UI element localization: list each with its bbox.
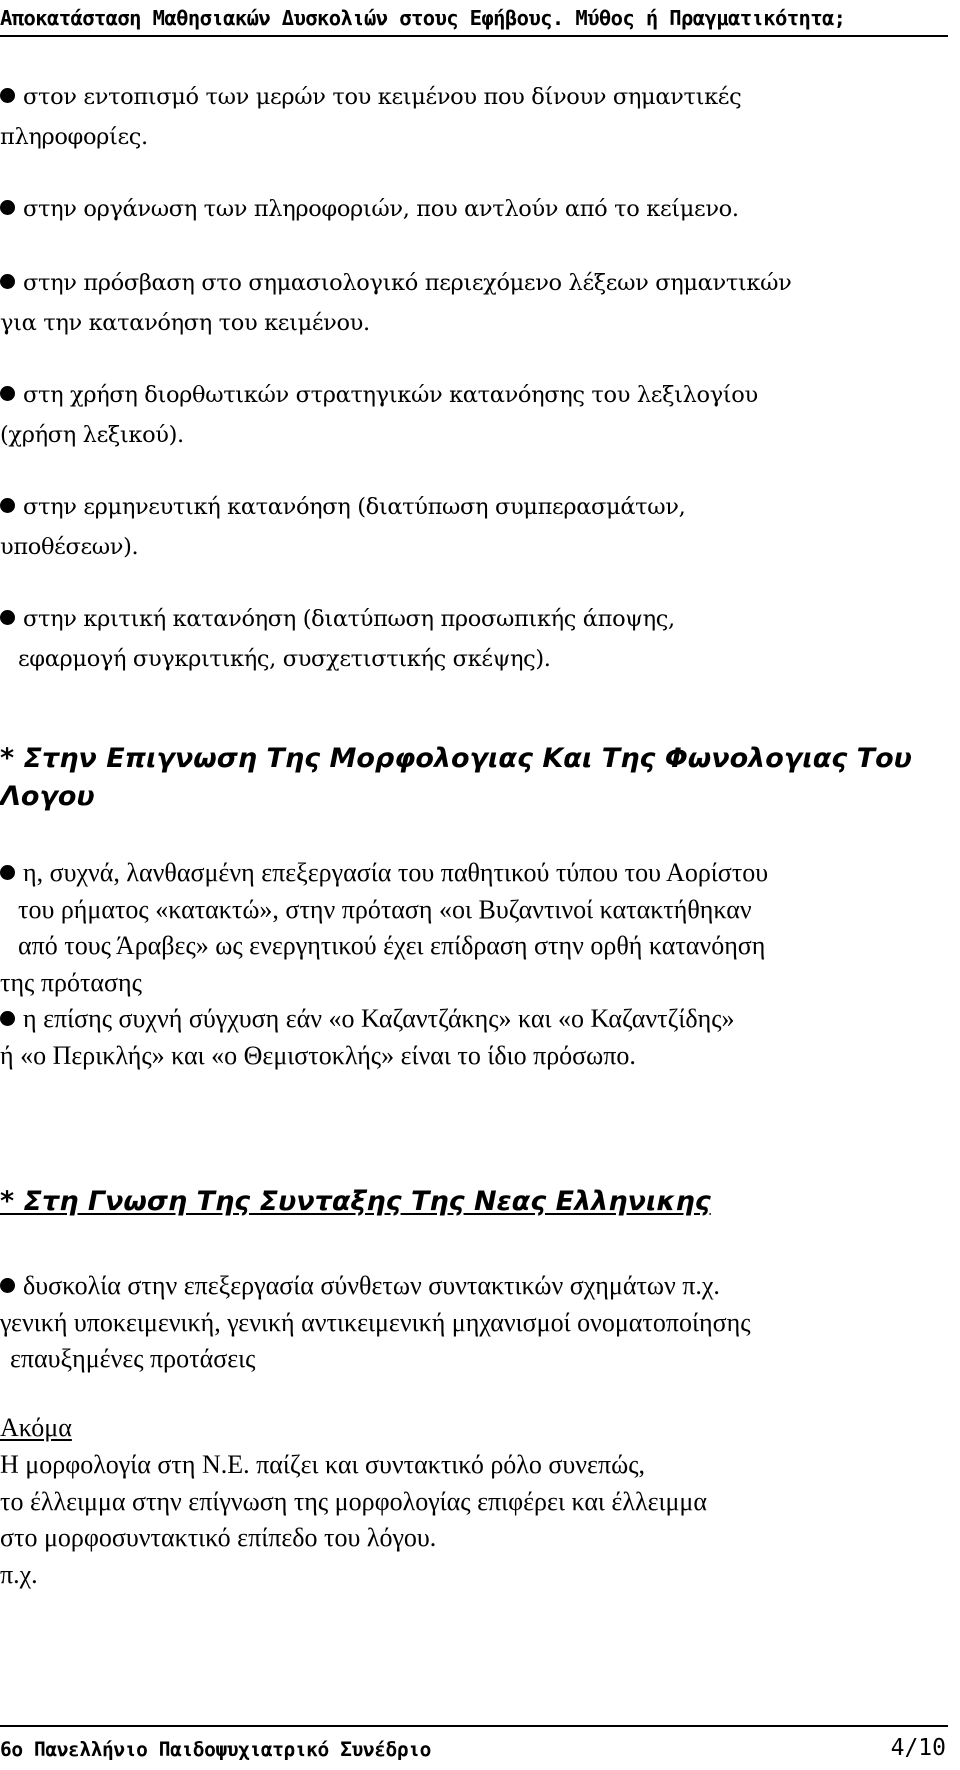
bullet-icon [0,386,15,401]
page-number: 4/10 [890,1735,946,1761]
bullet-item [0,189,739,229]
bullet-text: στην ερμηνευτική κατανόηση (διατύπωση συμπερασμάτων, [23,494,686,520]
bullet-text: η, συχνά, λανθασμένη επεξεργασία του παθητικού τύπου του Αορίστου [23,858,769,887]
bullet-item [0,1268,751,1378]
footer-conference: 6ο Πανελλήνιο Παιδοψυχιατρικό Συνέδριο [0,1738,431,1761]
bullet-text: εφαρμογή συγκριτικής, συσχετιστικής σκέψης). [18,646,551,672]
bullet-text: στη χρήση διορθωτικών στρατηγικών κατανόησης του λεξιλογίου [23,382,758,408]
bullet-text: υποθέσεων). [0,534,139,560]
bullet-text: στην πρόσβαση στο σημασιολογικό περιεχόμενο λέξεων σημαντικών [23,270,792,296]
section-heading-syntax: * Στη Γνωση Της Συνταξης Της Νεας Ελληνικης [0,1186,711,1217]
footer-rule [0,1725,948,1727]
bullet-text: στην κριτική κατανόηση (διατύπωση προσωπικής άποψης, [23,606,675,632]
bullet-item [0,487,685,567]
bullet-text: επαυξημένες προτάσεις [10,1344,256,1373]
bullet-item [0,263,791,343]
bullet-icon [0,274,15,289]
bullet-icon [0,1278,15,1293]
bullet-icon [0,498,15,513]
bullet-text: της πρότασης [0,967,142,997]
bullet-icon [0,1011,15,1026]
bullet-text: γενική υποκειμενική, γενική αντικειμενική μηχανισμοί ονοματοποίησης [0,1307,751,1337]
bullet-item [0,1001,735,1074]
paragraph: Η μορφολογία στη Ν.Ε. παίζει και συντακτικό ρόλο συνεπώς, το έλλειμμα στην επίγνωση της μορφολογίας επιφέρει και έλλειμμα στο μορφοσυντακτικό επίπεδο του λόγου. π.χ. [0,1450,707,1589]
bullet-text: για την κατανόηση του κειμένου. [0,310,370,336]
page-header-title: Αποκατάσταση Μαθησιακών Δυσκολιών στους Εφήβους. Μύθος ή Πραγματικότητα; [0,6,846,30]
bullet-text: του ρήματος «κατακτώ», στην πρόταση «οι Βυζαντινοί κατακτήθηκαν [18,894,752,924]
header-rule [0,35,948,37]
bullet-text: δυσκολία στην επεξεργασία σύνθετων συντακτικών σχημάτων π.χ. [23,1271,720,1300]
bullet-text: από τους Άραβες» ως ενεργητικού έχει επίδραση στην ορθή κατανόηση [18,931,766,960]
bullet-item [0,77,741,157]
bullet-text: στον εντοπισμό των μερών του κειμένου που δίνουν σημαντικές [23,84,742,110]
bullet-text: (χρήση λεξικού). [0,422,184,448]
section-heading-morphology: * Στην Επιγνωση Της Μορφολογιας Και Της Φωνολογιας Του Λογου [0,743,912,812]
bullet-icon [0,200,15,215]
bullet-text: η επίσης συχνή σύγχυση εάν «ο Καζαντζάκης» και «ο Καζαντζίδης» [23,1004,735,1033]
bullet-icon [0,865,15,880]
akoma-label: Ακόμα [0,1413,72,1442]
bullet-item [0,855,768,1001]
bullet-icon [0,88,15,103]
bullet-text: στην οργάνωση των πληροφοριών, που αντλούν από το κείμενο. [23,196,739,222]
bullet-icon [0,610,15,625]
bullet-item [0,599,675,679]
bullet-item [0,375,758,455]
bullet-text: πληροφορίες. [0,124,148,150]
bullet-text: ή «ο Περικλής» και «ο Θεμιστοκλής» είναι το ίδιο πρόσωπο. [0,1040,636,1070]
